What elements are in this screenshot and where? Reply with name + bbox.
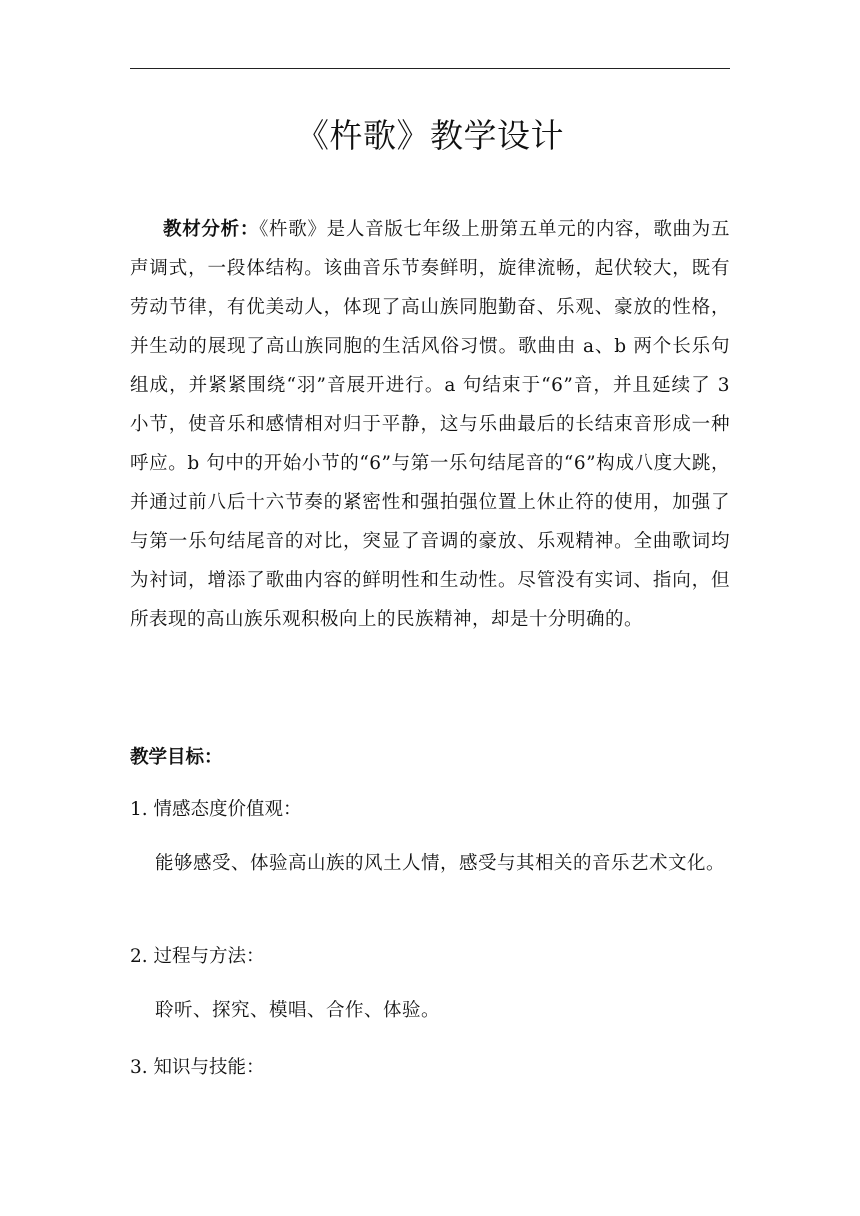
objective-item-1-body: 能够感受、体验高山族的风土人情，感受与其相关的音乐艺术文化。 bbox=[155, 853, 726, 874]
analysis-label: 教材分析： bbox=[163, 219, 260, 240]
objective-item-2-title: 过程与方法： bbox=[153, 946, 265, 967]
header-rule bbox=[130, 68, 730, 69]
objective-item-2-heading bbox=[130, 943, 265, 971]
objective-item-2-number: 2. bbox=[130, 946, 148, 967]
analysis-text: 《杵歌》是人音版七年级上册第五单元的内容，歌曲为五声调式，一段体结构。该曲音乐节奏鲜明，旋律流畅，起伏较大，既有劳动节律，有优美动人，体现了高山族同胞勤奋、乐观、豪放的性格，并生动的展现了高山族同胞的生活风俗习惯。歌曲由 a、b 两个长乐句组成，并紧紧围绕“羽”音展开进行。a 句结束于“6”音，并且延续了 3 小节，使音乐和感情相对归于平静，这与乐曲最后的长结束音形成一种呼应。b 句中的开始小节的“6”与第一乐句结尾音的“6”构成八度大跳，并通过前八后十六节奏的紧密性和强拍强位置上休止符的使用，加强了与第一乐句结尾音的对比，突显了音调的豪放、乐观精神。全曲歌词均为衬词，增添了歌曲内容的鲜明性和生动性。尽管没有实词、指向，但所表现的高山族乐观积极向上的民族精神，却是十分明确的。 bbox=[130, 219, 730, 630]
objective-item-3-heading bbox=[130, 1054, 265, 1082]
objective-item-3-title: 知识与技能： bbox=[153, 1057, 265, 1078]
objective-item-1-title: 情感态度价值观： bbox=[153, 799, 302, 820]
analysis-paragraph bbox=[130, 210, 730, 639]
document-title: 《杵歌》教学设计 bbox=[296, 116, 564, 155]
objective-item-1-number: 1. bbox=[130, 799, 148, 820]
objective-item-3-number: 3. bbox=[130, 1057, 148, 1078]
objective-item-2-body: 聆听、探究、模唱、合作、体验。 bbox=[155, 1000, 441, 1021]
objective-item-1-heading bbox=[130, 796, 302, 824]
objectives-heading: 教学目标： bbox=[130, 747, 223, 768]
